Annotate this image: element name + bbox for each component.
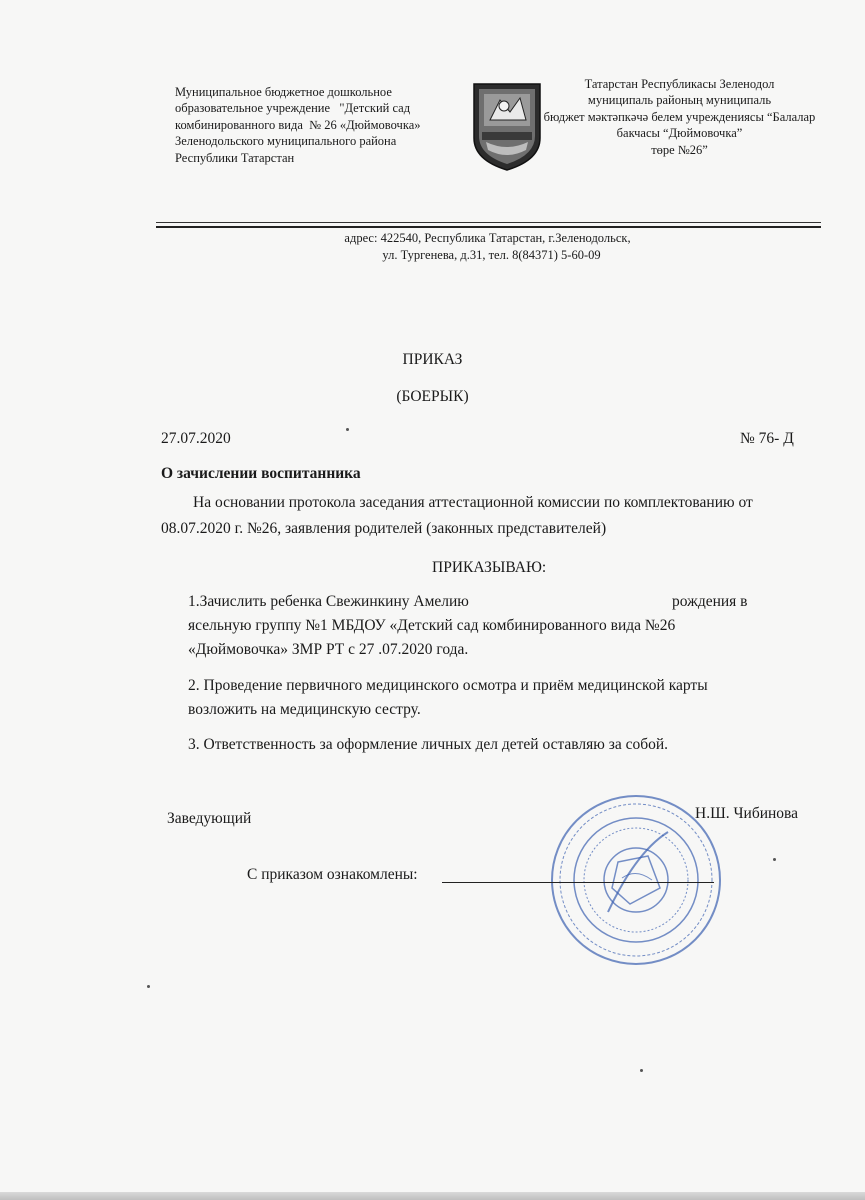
paper-speck	[640, 1069, 643, 1072]
address-line: адрес: 422540, Республика Татарстан, г.Зеленодольск,	[344, 231, 631, 245]
order-date: 27.07.2020	[161, 430, 231, 447]
org-name-ru-line: образовательное учреждение "Детский сад	[175, 101, 411, 116]
org-name-ru-line: Зеленодольского муниципального района	[175, 134, 397, 149]
acknowledgement-signature-line	[442, 882, 714, 883]
acknowledgement-label: С приказом ознакомлены:	[247, 866, 418, 883]
header-divider-thick	[156, 226, 821, 228]
paper-speck	[346, 428, 349, 431]
paper-speck	[773, 858, 776, 861]
order-number: № 76- Д	[740, 430, 794, 447]
order-item-3-text: 3. Ответственность за оформление личных дел детей оставляю за собой.	[188, 736, 669, 753]
org-name-tt-line: Татарстан Республикасы Зеленодол	[584, 77, 775, 91]
org-name-tt-line: бюджет мәктәпкәчә белем учреждениясы “Балалар	[543, 109, 816, 124]
order-item-2-text: 2. Проведение первичного медицинского осмотра и приём медицинской карты	[188, 677, 708, 694]
org-name-tt-line: муниципаль районың муниципаль	[587, 93, 772, 108]
org-name-ru-line: комбинированного вида № 26 «Дюймовочка»	[175, 117, 421, 132]
document-title-tatar: (БОЕРЫК)	[396, 388, 469, 405]
order-directive: ПРИКАЗЫВАЮ:	[432, 559, 547, 576]
signatory-position: Заведующий	[167, 810, 252, 827]
org-name-ru-line: Муниципальное бюджетное дошкольное	[175, 85, 392, 99]
signatory-name: Н.Ш. Чибинова	[695, 805, 799, 822]
document-title: ПРИКАЗ	[402, 351, 463, 368]
order-item-1-text: «Дюймовочка» ЗМР РТ с 27 .07.2020 года.	[188, 641, 469, 658]
basis-paragraph-line: 08.07.2020 г. №26, заявления родителей (законных представителей)	[161, 520, 607, 537]
order-subject: О зачислении воспитанника	[161, 465, 361, 482]
address-line: ул. Тургенева, д.31, тел. 8(84371) 5-60-09	[382, 248, 601, 262]
order-item-2-text: возложить на медицинскую сестру.	[188, 701, 421, 718]
paper-speck	[147, 985, 150, 988]
org-name-tt-line: төре №26”	[651, 142, 708, 157]
org-name-russian	[175, 84, 421, 166]
order-item-1-text: рождения в	[672, 593, 748, 610]
org-name-ru-line: Республики Татарстан	[175, 150, 295, 165]
org-name-tatar	[502, 76, 857, 158]
basis-paragraph-line: На основании протокола заседания аттестационной комиссии по комплектованию от	[193, 494, 753, 511]
order-item-1-text: ясельную группу №1 МБДОУ «Детский сад комбинированного вида №26	[188, 617, 676, 634]
order-item-1-text: 1.Зачислить ребенка Свежинкину Амелию	[188, 593, 469, 610]
org-name-tt-line: бакчасы “Дюймовочка”	[616, 126, 743, 141]
address-block	[0, 230, 865, 264]
header-divider-thin	[156, 222, 821, 223]
scan-bottom-edge	[0, 1192, 865, 1200]
